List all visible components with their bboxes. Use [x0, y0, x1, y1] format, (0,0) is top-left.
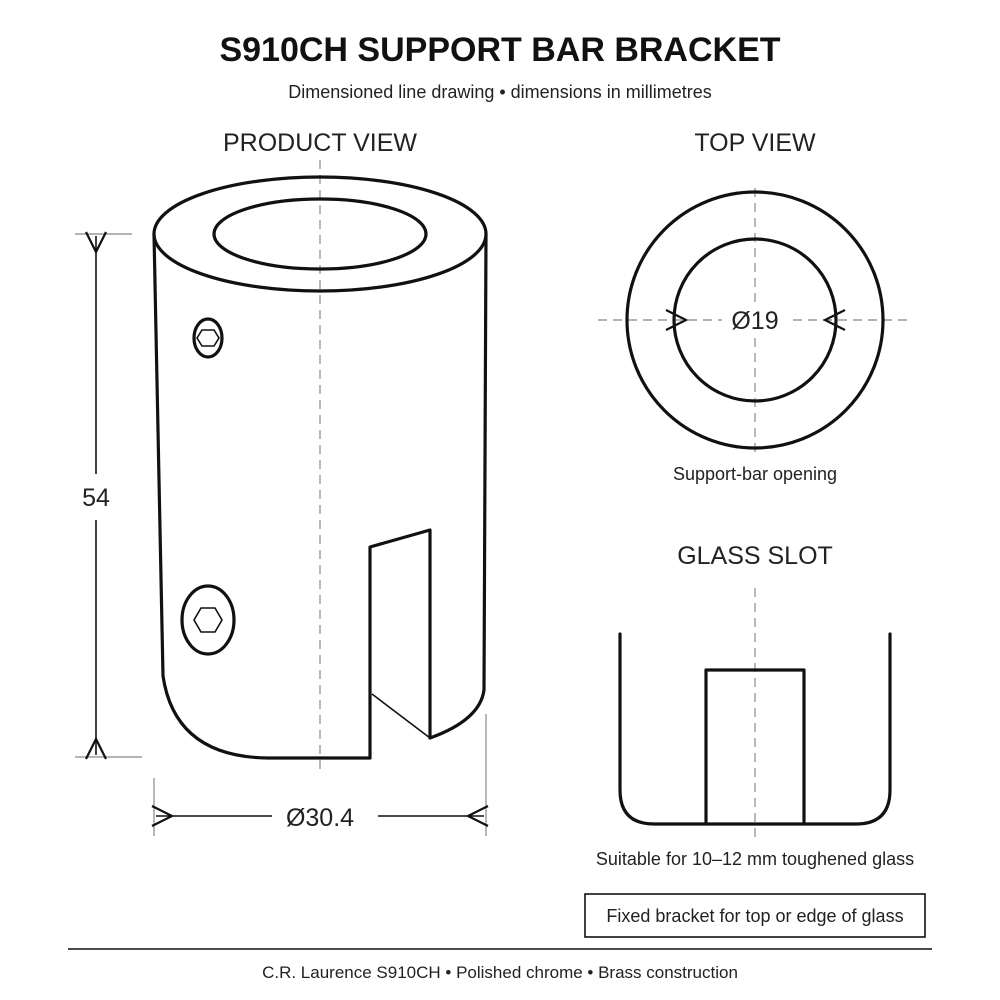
glass-slot-view	[596, 542, 914, 869]
page-title: S910CH SUPPORT BAR BRACKET	[219, 31, 781, 69]
top-view-caption: Support-bar opening	[672, 464, 838, 484]
diameter-dimension-value: Ø30.4	[285, 804, 355, 832]
product-view-label: PRODUCT VIEW	[223, 129, 417, 157]
glass-slot-label: GLASS SLOT	[677, 542, 833, 570]
top-view-label: TOP VIEW	[694, 129, 816, 157]
glass-slot-caption: Suitable for 10–12 mm toughened glass	[595, 849, 915, 869]
upper-set-screw	[194, 319, 222, 357]
bore-dimension-value: Ø19	[731, 307, 779, 335]
note-box-text: Fixed bracket for top or edge of glass	[606, 906, 904, 926]
product-view	[75, 129, 488, 836]
footer-text: C.R. Laurence S910CH • Polished chrome • Brass construction	[262, 963, 738, 982]
lower-set-screw	[182, 586, 234, 654]
top-view	[598, 129, 912, 484]
slot-bottom-edge	[372, 694, 430, 738]
page-subtitle: Dimensioned line drawing • dimensions in millimetres	[288, 82, 712, 102]
height-dimension-value: 54	[82, 484, 110, 512]
note-box	[585, 894, 925, 937]
height-dimension	[75, 232, 142, 759]
